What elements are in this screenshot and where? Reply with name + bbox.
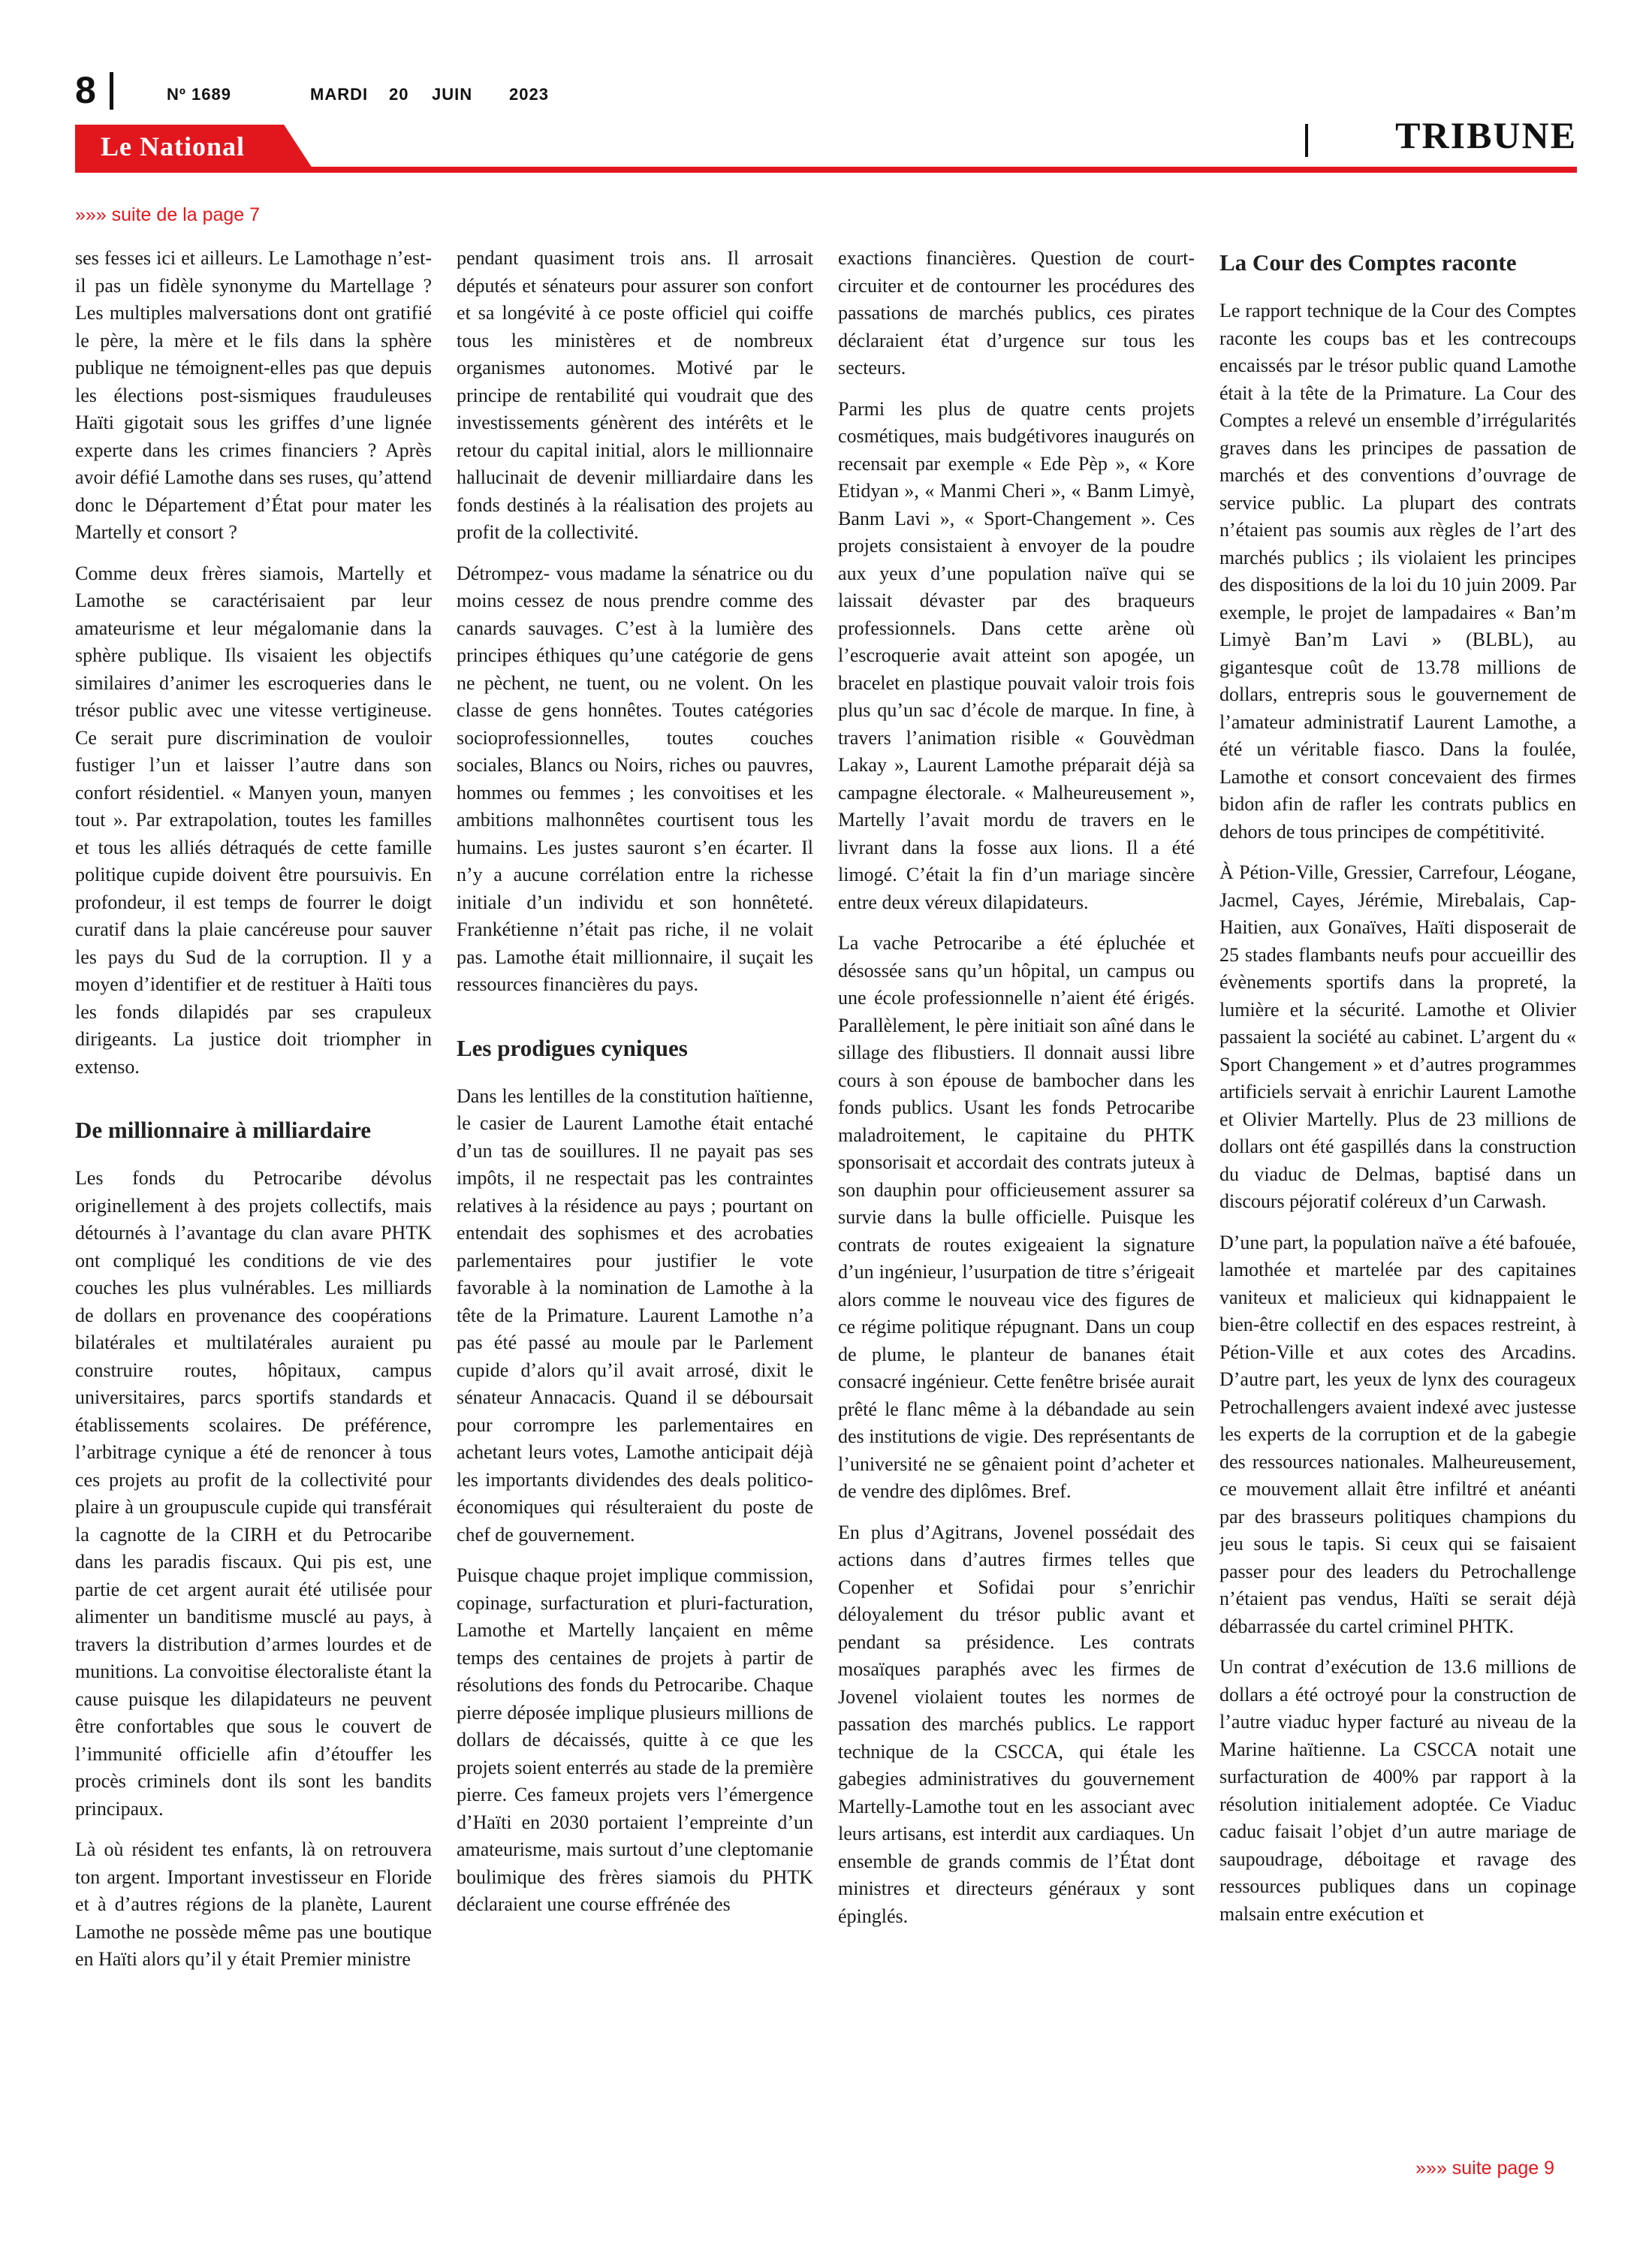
article-column-1 (75, 245, 432, 2152)
article-paragraph: D’une part, la population naïve a été bafouée, lamothée et martelée par des capitaines vaniteux et malicieux qui kidnappaient le bien-être collectif en des espaces restreint, à Pétion-Ville et aux cotes des Arcadins. D’autre part, les yeux de lynx des courageux Petrochallengers avaient indexé avec justesse les experts de la corruption et de la gabegie des ressources nationales. Malheureusement, ce mouvement allait être infiltré et anéanti par des brasseurs politiques champions du jeu sous le tapis. Si ceux qui se faisaient passer pour des leaders du Petrochallenge n’étaient pas vendus, Haïti se serait déjà débarrassée du cartel criminel PHTK. (1219, 1231, 1576, 1637)
article-paragraph: Là où résident tes enfants, là on retrouvera ton argent. Important investisseur en Floride et à d’autres régions de la planète, Laurent Lamothe ne possède même pas une boutique en Haïti alors qu’il y était Premier ministre (75, 1838, 432, 1970)
article-paragraph: pendant quasiment trois ans. Il arrosait députés et sénateurs pour assurer son confort et sa longévité à ce poste officiel qui coiffe tous les ministères et de nombreux organismes autonomes. Motivé par le principe de rentabilité qui voudrait que des investissements génèrent des intérêts et le retour du capital initial, alors le millionnaire hallucinait de devenir milliardaire dans les fonds destinés à la réalisation des projets au profit de la collectivité. (457, 247, 813, 543)
newspaper-name: Le National (101, 131, 246, 161)
article-paragraph: Comme deux frères siamois, Martelly et Lamothe se caractérisaient par leur amateurisme et leur mégalomanie dans la sphère publique. Ils visaient les objectifs similaires d’animer les escroqueries dans le trésor public avec une vitesse vertigineuse. Ce serait pure discrimination de vouloir fustiger l’un et laisser l’autre dans son confort résidentiel. « Manyen youn, manyen tout ». Par extrapolation, toutes les familles et tous les alliés détraqués de cette famille politique cupide doivent être poursuivis. En profondeur, il est temps de fourrer le doigt curatif dans la plaie cancéreuse pour sauver les pays du Sud de la corruption. Il y a moyen d’identifier et de restituer à Haïti tous les fonds dilapidés par ses crapuleux dirigeants. La justice doit triompher in extenso. (75, 562, 432, 1078)
article-paragraph: ses fesses ici et ailleurs. Le Lamothage n’est-il pas un fidèle synonyme du Martellage ? Les multiples malversations dont ont gratifié le père, la mère et le fils dans la sphère publique ne témoignent-elles pas que depuis les élections post-sismiques frauduleuses Haïti gigotait sous les griffes d’une lignée experte dans les crimes financiers ? Après avoir défié Lamothe dans ses ruses, qu’attend donc le Département d’État pour mater les Martelly et consort ? (75, 247, 432, 543)
page-number: 8 (75, 69, 96, 111)
article-paragraph: Un contrat d’exécution de 13.6 millions de dollars a été octroyé pour la construction de l’autre viaduc hyper facturé au niveau de la Marine haïtienne. La CSCCA notait une surfacturation de 400% par rapport à la résolution initialement adoptée. Ce Viaduc caduc faisait l’objet d’un autre mariage de saupoudrage, déboitage et ravage des ressources publiques dans un copinage malsain entre exécution et (1219, 1656, 1576, 1925)
issue-year: 2023 (509, 85, 549, 104)
article-column-4 (1219, 245, 1576, 2152)
subheading: Les prodigues cyniques (457, 1034, 688, 1061)
issue-day: 20 (389, 85, 409, 104)
subheading: De millionnaire à milliardaire (75, 1117, 372, 1143)
section-divider (1305, 124, 1308, 157)
article-paragraph: La vache Petrocaribe a été épluchée et désossée sans qu’un hôpital, un campus ou une école professionnelle n’aient été érigés. Parallèlement, le père initiait son aîné dans le sillage des flibustiers. Il donnait aussi libre cours à son épouse de bambocher dans les fonds publics. Usant les fonds Petrocaribe maladroitement, le capitaine du PHTK sponsorisait et accordait des contrats juteux à son dauphin pour officieusement assurer sa survie dans la bulle officielle. Puisque les contrats de routes exigeaient la signature d’un ingénieur, l’usurpation de titre s’érigeait alors comme le nouveau vice des figures de ce régime politique répugnant. Dans un coup de plume, le planteur de bananes était consacré ingénieur. Cette fenêtre brisée aurait prêté le flanc même à la débandade au sein des institutions de vigie. Des représentants de l’université ne se gênaient point d’acheter et de vendre des diplômes. Bref. (838, 932, 1195, 1502)
issue-month: JUIN (432, 85, 473, 104)
article-paragraph: En plus d’Agitrans, Jovenel possédait des actions dans d’autres firmes telles que Copenher et Sofidai pour s’enrichir déloyalement du trésor public avant et pendant sa présidence. Les contrats mosaïques paraphés avec les firmes de Jovenel violaient toutes les normes de passation des marchés publics. Le rapport technique de la CSCCA, qui étale les gabegies administratives du gouvernement Martelly-Lamothe tout en les associant avec leurs artisans, est interdit aux cardiaques. Un ensemble de grands commis de l’État dont ministres et directeurs généraux y sont épinglés. (838, 1521, 1195, 1927)
article-column-3 (838, 245, 1195, 2152)
article-paragraph: Le rapport technique de la Cour des Comptes raconte les coups bas et les contrecoups encaissés par le trésor public quand Lamothe était à la tête de la Primature. La Cour des Comptes a relevé un ensemble d’irrégularités graves dans les principes de passation de marchés et des conventions d’ouvrage de service public. La plupart des contrats n’étaient pas soumis aux règles de l’art des marchés publics ; ils violaient les principes des dispositions de la loi du 10 juin 2009. Par exemple, le projet de lampadaires « Ban’m Limyè Ban’m Lavi » (BLBL), au gigantesque coût de 13.78 millions de dollars, entrepris sous le gouvernement de l’amateur administratif Laurent Lamothe, a été un véritable fiasco. Dans la foulée, Lamothe et consort concevaient des firmes bidon afin de rafler les contrats publics en dehors de tous principes de compétitivité. (1219, 300, 1576, 843)
article-paragraph: Puisque chaque projet implique commission, copinage, surfacturation et pluri-facturation, Lamothe et Martelly lançaient en même temps des centaines de projets à partir de résolutions des fonds du Petrocaribe. Chaque pierre déposée implique plusieurs millions de dollars de décaissés, quitte à ce que les projets soient enterrés au stade de la première pierre. Ces fameux projets vers l’émergence d’Haïti en 2030 portaient l’empreinte d’un amateurisme, mais surtout d’une cleptomanie boulimique des frères siamois du PHTK déclaraient une course effrénée des (457, 1564, 813, 1915)
article-paragraph: Détrompez- vous madame la sénatrice ou du moins cessez de nous prendre comme des canards sauvages. C’est à la lumière des principes éthiques qu’une catégorie de gens ne pèchent, ne tuent, ou ne volent. On les classe de gens honnêtes. Toutes catégories socioprofessionnelles, toutes couches sociales, Blancs ou Noirs, riches ou pauvres, hommes ou femmes ; les convoitises et les ambitions malhonnêtes courtisent tous les humains. Les justes sauront s’en écarter. Il n’y a aucune corrélation entre la richesse initiale d’un individu et son honnêteté. Frankétienne n’était pas riche, il ne volait pas. Lamothe était millionnaire, il suçait les ressources financières du pays. (457, 562, 813, 995)
article-paragraph: À Pétion-Ville, Gressier, Carrefour, Léogane, Jacmel, Cayes, Jérémie, Mirebalais, Cap-Haitien, aux Gonaïves, Haïti disposerait de 25 stades flambants neufs pour accueillir des évènements sportifs dans la propreté, la lumière et la sécurité. Lamothe et Olivier passaient la société au cabinet. L’argent du « Sport Changement » et d’autres programmes artificiels servait à enrichir Laurent Lamothe et Olivier Martelly. Plus de 23 millions de dollars ont été gaspillés dans la construction du viaduc de Delmas, baptisé dans un discours péjoratif coléreux d’un Carwash. (1219, 861, 1576, 1212)
page-number-divider (110, 72, 113, 110)
article-paragraph: Dans les lentilles de la constitution haïtienne, le casier de Laurent Lamothe était entaché d’un tas de souillures. Il ne payait pas ses impôts, il ne respectait pas les contraintes relatives à la résidence au pays ; pourtant on entendait des sophismes et des acrobaties parlementaires pour justifier le vote favorable à la nomination de Lamothe à la tête de la Primature. Laurent Lamothe n’a pas été passé au moule par le Parlement cupide d’alors qu’il avait arrosé, dixit le sénateur Annacacis. Quand il se déboursait pour corrompre les parlementaires en achetant leurs votes, Lamothe anticipait déjà les importants dividendes des deals politico-économiques qui résulteraient du poste de chef de gouvernement. (457, 1084, 813, 1546)
article-column-2 (457, 245, 813, 2152)
subheading: La Cour des Comptes raconte (1219, 249, 1517, 276)
issue-weekday: MARDI (310, 85, 369, 104)
header-rule (75, 167, 1577, 173)
continued-from-note: »»» suite de la page 7 (75, 204, 261, 225)
section-title: TRIBUNE (1395, 114, 1577, 156)
continued-to-note: »»» suite page 9 (1415, 2158, 1554, 2179)
issue-number: Nº 1689 (167, 85, 231, 104)
article-paragraph: exactions financières. Question de court-circuiter et de contourner les procédures des passations de marchés publics, ces pirates déclaraient état d’urgence sur tous les secteurs. (838, 247, 1195, 379)
article-paragraph: Parmi les plus de quatre cents projets cosmétiques, mais budgétivores inaugurés on recensait par exemple « Ede Pèp », « Kore Etidyan », « Manmi Cheri », « Banm Limyè, Banm Lavi », « Sport-Changement ». Ces projets consistaient à envoyer de la poudre aux yeux d’une population naïve qui se laissait dévaster par des braqueurs professionnels. Dans cette arène où l’escroquerie avait atteint son apogée, un bracelet en plastique pouvait valoir trois fois plus qu’un sac d’école de marque. In fine, à travers l’animation risible « Gouvèdman Lakay », Laurent Lamothe préparait déjà sa campagne électorale. « Malheureusement », Martelly l’avait mordu de travers en le livrant dans la fosse aux lions. Il a été limogé. C’était la fin d’un mariage sincère entre deux véreux dilapidateurs. (838, 397, 1195, 913)
article-paragraph: Les fonds du Petrocaribe dévolus originellement à des projets collectifs, mais détournés à l’avantage du clan avare PHTK ont compliqué les conditions de vie des couches les plus vulnérables. Les milliards de dollars en provenance des coopérations bilatérales et multilatérales auraient pu construire routes, hôpitaux, campus universitaires, parcs sportifs standards et établissements scolaires. De préférence, l’arbitrage cynique a été de renoncer à tous ces projets au profit de la collectivité pour plaire à un groupuscule cupide qui transférait la cagnotte de la CIRH et du Petrocaribe dans les paradis fiscaux. Qui pis est, une partie de cet argent aurait été utilisée pour alimenter un banditisme musclé au pays, à travers la distribution d’armes lourdes et de munitions. La convoitise électoraliste étant la cause puisque les dilapidateurs ne peuvent être confortables que sous le couvert de l’immunité officielle afin d’étouffer les procès criminels dont ils sont les bandits principaux. (75, 1167, 432, 1820)
